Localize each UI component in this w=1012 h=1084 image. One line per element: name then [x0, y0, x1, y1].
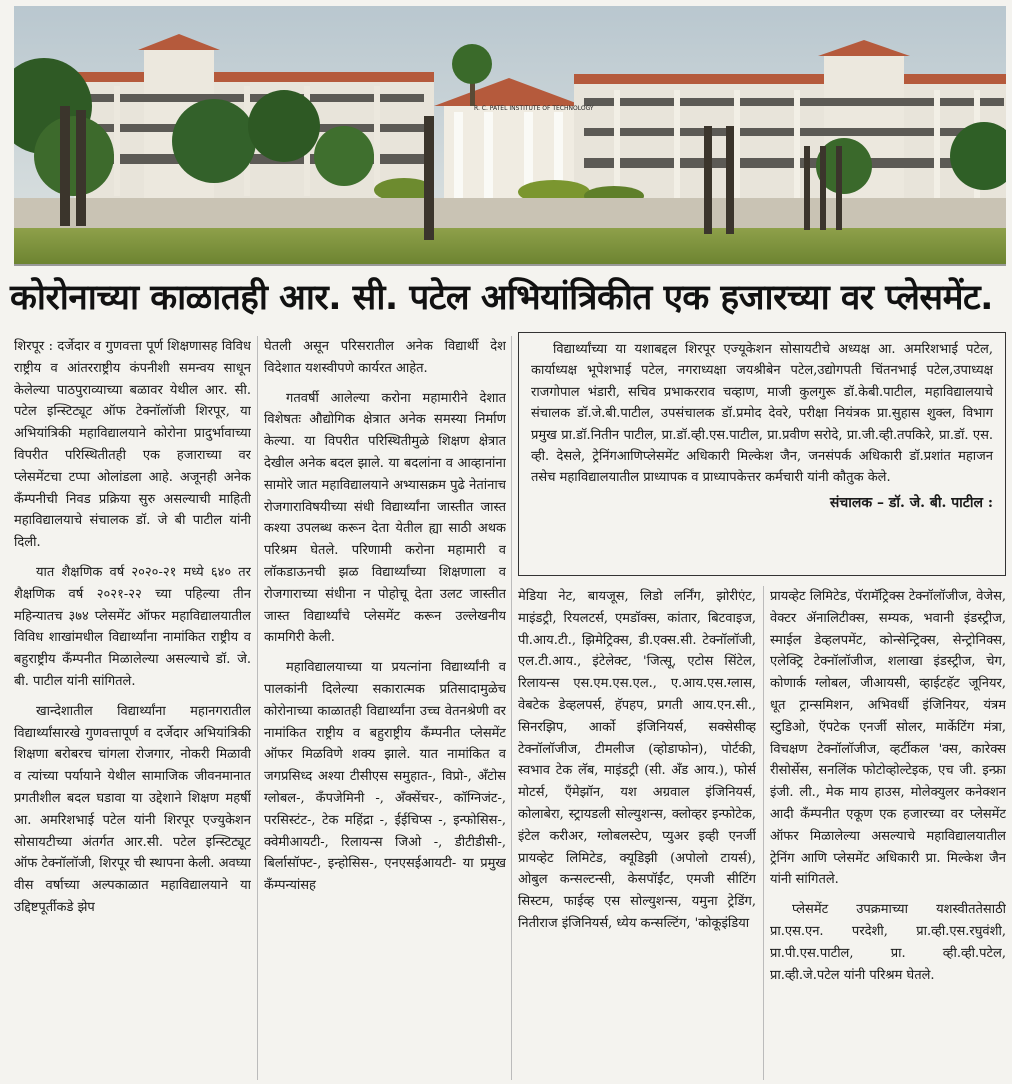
box-text: विद्यार्थ्यांच्या या यशाबद्दल शिरपूर एज्यूकेशन सोसायटीचे अध्यक्ष आ. अमरिशभाई पटेल, कार्याध्यक्ष भूपेशभाई पटेल, नगराध्यक्षा जयश्रीबेन पटेल,उद्योगपती चिंतनभाई पटेल,उपाध्यक्ष राजगोपाल भंडारी, सचिव प्रभाकरराव चव्हाण, माजी कुलगुरू डॉ.केबी.पाटील, महाविद्यालयाचे संचालक डॉ.जे.बी.पाटील, उपसंचालक डॉ.प्रमोद देवरे, परीक्षा नियंत्रक प्रा.सुहास शुक्ल, विभाग प्रमुख प्रा.डॉ.नितीन पाटील, प्रा.डॉ.व्ही.एस.पाटील, प्रा.प्रवीण सरोदे, प्रा.जी.व्ही.तपकिरे, प्रा.डॉ. एस. व्ही. देसले, ट्रेनिंगआणिप्लेसमेंट अधिकारी मिल्केश जैन, जनसंपर्क अधिकारी डॉ.प्रशांत महाजन तसेच महाविद्यालयातील प्राध्यापक व प्राध्यापकेत्तर कर्मचारी यांनी कौतुक केले. [531, 342, 993, 486]
paragraph: प्रायव्हेट लिमिटेड, पॅरामॅट्रिक्स टेक्नॉलॉजीज, वेजेस, वेक्टर ॲनालिटीक्स, सम्यक, भवानी इंडस्ट्रीज, स्माईल डेव्हलपमेंट, कोन्सेन्ट्रिक्स, सेन्ट्रोनिक्स, एलेक्ट्रि टेक्नॉलॉजीज, शलाखा इंडस्ट्रीज, चेग, कोणार्क ग्लोबल, जीआयसी, व्हाईटहॅट जूनियर, धूत ट्रान्समिशन, अभिवर्धी इंजिनियर, यंत्रम स्टुडिओ, ऍपटेक एनर्जी सोलर, मार्केटिंग मंत्रा, विचक्षण टेक्नॉलॉजीज, व्हर्टीकल 'क्स, कारेक्स रीसोर्सेस, सनलिंक फोटोव्होल्टेइक, एच जी. इन्फ्रा इंजी. ली., मेक माय हाउस, मोलेक्युलर कनेक्शन आदी कँम्पनीत एकूण एक हजारच्या वर प्लेसमेंट ऑफर मिळालेल्या असल्याचे महाविद्यालयातील ट्रेनिंग आणि प्लेसमेंट अधिकारी प्रा. मिल्केश जैन यांनी सांगितले. [770, 589, 1006, 888]
headline: कोरोनाच्या काळातही आर. सी. पटेल अभियांत्रिकीत एक हजारच्या वर प्लेसमेंट. [10, 278, 993, 318]
paragraph: गतवर्षी आलेल्या करोना महामारीने देशात विशेषतः औद्योगिक क्षेत्रात अनेक समस्या निर्माण केल्या. या विपरीत परिस्थितीमुळे शिक्षण क्षेत्रात देखील अनेक बदल झाले. या बदलांना व आव्हानांना सामोरे जात महाविद्यालयाने अभ्यासक्रम पुढे नेतांनाच रोजगाराविषयीच्या संधी विद्यार्थ्यांना जास्तीत जास्त कश्या उपलब्ध करून देता येतील ह्या साठी अथक परिश्रम घेतले. परिणामी करोना महामारी व लॉकडाऊनची झळ विद्यार्थ्यांच्या शिक्षणाला व रोजगाराच्या संधीना न पोहोचू देता उलट जास्तीत जास्त विद्यार्थ्यांचे प्लेसमेंट करून उल्लेखनीय कामगिरी केली. [264, 390, 506, 646]
paragraph: यात शैक्षणिक वर्ष २०२०-२१ मध्ये ६४० तर शैक्षणिक वर्ष २०२१-२२ च्या पहिल्या तीन महिन्यातच ३७४ प्लेसमेंट ऑफर महाविद्यालयातील विविध शाखांमधील विद्यार्थ्यांना नामांकित राष्ट्रीय व बहुराष्ट्रीय कँम्पनीत मिळालेल्या असल्याचे डॉ. जे. बी. पाटील यांनी सांगितले. [14, 564, 251, 689]
paragraph: खान्देशातील विद्यार्थ्यांना महानगरातील विद्यार्थ्यांसारखे गुणवत्तापूर्ण व दर्जेदार अभियांत्रिकी शिक्षणा बरोबरच चांगला रोजगार, नोकरी मिळावी व त्यांच्या पर्यायाने येथील सामाजिक जीवनमानात प्रगतीशील बदल घडावा या उद्देशाने शिक्षण महर्षी आ. अमरिशभाई पटेल यांनी शिरपूर एज्युकेशन सोसायटीच्या अंतर्गत आर.सी. पटेल इन्स्टिट्यूट ऑफ टेक्नॉलॉजी, शिरपूर ची स्थापना केली. अवघ्या वीस वर्षाच्या अल्पकाळात महाविद्यालयाने या उद्दिष्टपूर्तीकडे झेप [14, 703, 251, 915]
column-divider [257, 336, 258, 1080]
paragraph: प्लेसमेंट उपक्रमाच्या यशस्वीततेसाठी प्रा.एस.एन. परदेशी, प्रा.व्ही.एस.रघुवंशी, प्रा.पी.एस.पाटील, प्रा. व्ही.व्ही.पटेल, प्रा.व्ही.जे.पटेल यांनी परिश्रम घेतले. [770, 902, 1006, 983]
article-column-2 [264, 336, 506, 1080]
building-sign: R. C. PATEL INSTITUTE OF TECHNOLOGY [474, 105, 594, 112]
article-column-3 [518, 586, 756, 1080]
column-divider [763, 586, 764, 1080]
paragraph: घेतली असून परिसरातील अनेक विद्यार्थी देश विदेशात यशस्वीपणे कार्यरत आहेत. [264, 339, 506, 376]
column-divider [511, 336, 512, 1080]
article-column-4 [770, 586, 1006, 1080]
box-signature: संचालक – डॉ. जे. बी. पाटील : [829, 494, 993, 511]
paragraph: शिरपूर : दर्जेदार व गुणवत्ता पूर्ण शिक्षणासह विविध राष्ट्रीय व आंतरराष्ट्रीय कंपनीशी समन्वय साधून केलेल्या पाठपुराव्याच्या बळावर येथील आर. सी. पटेल इन्स्टिट्यूट ऑफ टेक्नॉलॉजी शिरपूर, या अभियांत्रिकी महाविद्यालयाने कोरोना प्रादुर्भावाच्या विपरीत परिस्थितीतही एक हजाराच्या वर प्लेसमेंटचा टप्पा ओलांडला आहे. अजूनही अनेक कँम्पनीची निवड प्रक्रिया सुरु असल्याची माहिती महाविद्यालयाचे संचालक डॉ. जे बी पाटील यांनी दिली. [14, 339, 251, 551]
paragraph: महाविद्यालयाच्या या प्रयत्नांना विद्यार्थ्यांनी व पालकांनी दिलेल्या सकारात्मक प्रतिसादामुळेच कोरोनाच्या काळातही विद्यार्थ्यांना उच्च वेतनश्रेणी वर नामांकित राष्ट्रीय व बहुराष्ट्रीय कँम्पनीत प्लेसमेंट ऑफर मिळविणे शक्य झाले. यात नामांकित व जगप्रसिध्द अश्या टीसीएस समुहात-, विप्रो-, अँटोस ग्लोबल-, कँपजेमिनी -, अँक्सेंचर-, कॉग्निजंट-, परसिस्टंट-, टेक महिंद्रा -, ईईचिप्स -, इन्फोसिस-, क्वेमीआयटी-, रिलायन्स जिओ -, डीटीडीसी-, बिर्लासॉफ्ट-, इन्होसिस-, एनएसईआयटी- या प्रमुख कँम्पन्यांसह [264, 660, 506, 894]
campus-photo [14, 6, 1006, 266]
paragraph: मेडिया नेट, बायजूस, लिडो लर्निंग, झोरीएंट, माइंडट्री, रियलटर्स, एमडॉक्स, कांतार, बिटवाइज, पी.आय.टी., झिमेट्रिक्स, डी.एक्स.सी. टेक्नॉलॉजी, एल.टी.आय., इंटेलेक्ट, 'जित्सू, एटोस सिंटेल, रिलायन्स एस.एम.एस.एल., ए.आय.एस.ग्लास, वेबटेक डेव्हलपर्स, हॅपहप, प्रगती आय.एन.सी., सिनरझिप, आर्को इंजिनियर्स, सक्सेसीव्ह टेक्नॉलॉजीज, टीमलीज (व्होडाफोन), पोर्टकी, स्वभाव टेक लॅब, माइंडट्री (सी. अँड आय.), फोर्स मोटर्स, एँमेझॉन, यश अग्रवाल इंजिनियर्स, कोलाबेरा, स्ट्रायडली सोल्युशन्स, क्लोव्हर इन्फोटेक, इंटेल करीअर, ग्लोबलस्टेप, प्युअर इव्ही एनर्जी प्रायव्हेट लिमिटेड, क्यूडिझी (अपोलो टायर्स), ओबुल कन्सल्टन्सी, केसपॉईंट, एमजी सीटिंग सिस्टम, फाईव्ह एस सोल्युशन्स, यमुना ट्रेडिंग, नितीराज इंजिनियर्स, ध्येय कन्सल्टिंग, 'कोकूइंडिया [518, 589, 756, 931]
congratulations-box [518, 332, 1006, 576]
article-column-1 [14, 336, 251, 1080]
